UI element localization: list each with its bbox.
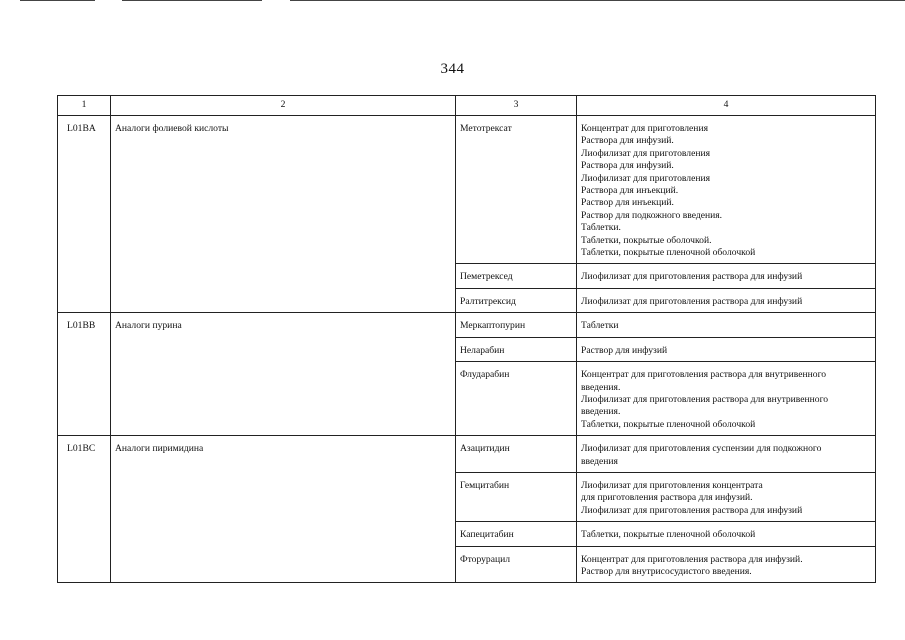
dosage-form-line: Таблетки, покрытые пленочной оболочкой: [581, 529, 756, 541]
dosage-form-cell: [577, 337, 876, 361]
drug-table: [57, 95, 876, 583]
drug-name-cell: Гемцитабин: [456, 472, 577, 521]
dosage-form-cell: [577, 264, 876, 288]
table-body: [58, 116, 876, 583]
dosage-form-line: Раствора для инфузий.: [581, 160, 674, 172]
dosage-form-cell: [577, 116, 876, 264]
table-row: [58, 313, 876, 337]
dosage-form-cell: [577, 546, 876, 583]
drug-name-cell: Пеметрексед: [456, 264, 577, 288]
drug-name-cell: Флударабин: [456, 362, 577, 436]
dosage-form-cell: [577, 522, 876, 546]
top-edge-rule-mid: [122, 0, 262, 1]
header-row: [58, 96, 876, 116]
drug-group-cell: Аналоги пиримидина: [111, 436, 456, 583]
dosage-form-line: для приготовления раствора для инфузий.: [581, 492, 753, 504]
table-header: [58, 96, 876, 116]
dosage-form-line: Концентрат для приготовления: [581, 123, 708, 134]
dosage-form-line: Таблетки.: [581, 222, 621, 234]
dosage-form-line: Раствор для инфузий: [581, 344, 668, 356]
dosage-form-line: Лиофилизат для приготовления суспензии для подкожного: [581, 443, 822, 455]
atc-code-cell: L01BC: [58, 436, 111, 583]
table-row: [58, 116, 876, 264]
dosage-form-cell: [577, 313, 876, 337]
header-col-4: 4: [577, 96, 876, 116]
drug-name-cell: Капецитабин: [456, 522, 577, 546]
dosage-form-line: Лиофилизат для приготовления раствора для инфузий: [581, 271, 803, 283]
dosage-form-line: Лиофилизат для приготовления раствора для внутривенного: [581, 393, 829, 405]
dosage-form-cell: [577, 362, 876, 436]
dosage-form-line: Таблетки: [581, 320, 619, 332]
header-col-1: 1: [58, 96, 111, 116]
dosage-form-line: Раствора для инъекций.: [581, 185, 679, 197]
dosage-form-line: Таблетки, покрытые пленочной оболочкой: [581, 247, 756, 259]
dosage-form-line: Раствор для подкожного введения.: [581, 209, 723, 221]
dosage-form-line: Концентрат для приготовления раствора для внутривенного: [581, 369, 827, 381]
dosage-form-line: Раствора для инфузий.: [581, 135, 674, 147]
header-col-3: 3: [456, 96, 577, 116]
dosage-form-line: Лиофилизат для приготовления раствора для инфузий: [581, 504, 803, 516]
dosage-form-line: Таблетки, покрытые оболочкой.: [581, 234, 712, 246]
dosage-form-line: Лиофилизат для приготовления: [581, 147, 711, 159]
dosage-form-line: Таблетки, покрытые пленочной оболочкой: [581, 418, 756, 430]
dosage-form-line: введения: [581, 455, 618, 467]
drug-group-cell: Аналоги пурина: [111, 313, 456, 436]
drug-name-cell: Меркаптопурин: [456, 313, 577, 337]
drug-name-cell: Неларабин: [456, 337, 577, 361]
top-edge-rule-right: [290, 0, 905, 1]
dosage-form-cell: [577, 436, 876, 473]
drug-name-cell: Фторурацил: [456, 546, 577, 583]
page-number: 344: [440, 61, 465, 77]
drug-group-cell: Аналоги фолиевой кислоты: [111, 116, 456, 313]
dosage-form-line: введения.: [581, 381, 621, 393]
drug-name-cell: Ралтитрексид: [456, 288, 577, 312]
dosage-form-line: Лиофилизат для приготовления: [581, 172, 711, 184]
top-edge-rule-left: [20, 0, 95, 1]
dosage-form-line: введения.: [581, 406, 621, 418]
table-row: [58, 436, 876, 473]
atc-code-cell: L01BB: [58, 313, 111, 436]
dosage-form-cell: [577, 288, 876, 312]
dosage-form-cell: [577, 472, 876, 521]
dosage-form-line: Лиофилизат для приготовления раствора для инфузий: [581, 295, 803, 307]
dosage-form-line: Раствор для инъекций.: [581, 197, 674, 209]
dosage-form-line: Концентрат для приготовления раствора для инфузий.: [581, 553, 803, 565]
drug-name-cell: Азацитидин: [456, 436, 577, 473]
header-col-2: 2: [111, 96, 456, 116]
dosage-form-line: Раствор для внутрисосудистого введения.: [581, 565, 752, 577]
drug-name-cell: Метотрексат: [456, 116, 577, 264]
dosage-form-line: Лиофилизат для приготовления концентрата: [581, 479, 763, 491]
atc-code-cell: L01BA: [58, 116, 111, 313]
